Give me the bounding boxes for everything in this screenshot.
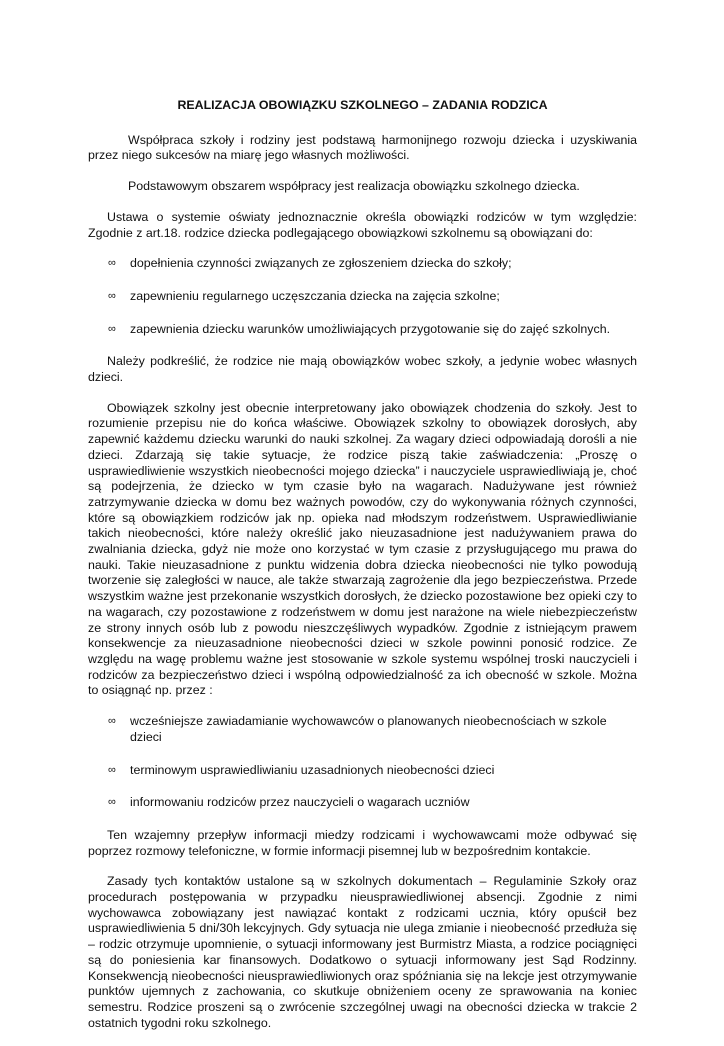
document-page (88, 98, 637, 1046)
list-item-text: informowaniu rodziców przez nauczycieli o wagarach uczniów (130, 795, 470, 810)
list-item-text: zapewnienia dziecku warunków umożliwiających przygotowanie się do zajęć szkolnych. (130, 321, 611, 336)
emphasis-paragraph: Należy podkreślić, że rodzice nie mają obowiązków wobec szkoły, a jedynie wobec własnych dzieci. (88, 354, 637, 385)
infinity-bullet-icon: ∞ (108, 796, 116, 809)
intro-paragraph: Współpraca szkoły i rodziny jest podstawą harmonijnego rozwoju dziecka i uzyskiwania przez niego sukcesów na miarę jego własnych możliwości. (88, 132, 637, 163)
info-exchange-paragraph: Ten wzajemny przepływ informacji miedzy rodzicami i wychowawcami może odbywać się poprzez rozmowy telefoniczne, w formie informacji pisemnej lub w bezpośrednim kontakcie. (88, 827, 637, 858)
measures-list (88, 714, 637, 811)
list-item-text: terminowym usprawiedliwianiu uzasadnionych nieobecności dzieci (130, 762, 495, 777)
main-paragraph: Obowiązek szkolny jest obecnie interpretowany jako obowiązek chodzenia do szkoły. Jest to rozumienie przepisu nie do końca właściwe. Obowiązek szkolny to obowiązek dorosłych, aby zapewnić każdemu dziecku warunki do nauki szkolnej. Za wagary dzieci odpowiadają dorośli a nie dzieci. Zdarzają się takie sytuacje, że rodzice piszą takie zaświadczenia: „Proszę o usprawiedliwienie wszystkich nieobecności mojego dziecka” i nauczyciele usprawiedliwiają je, choć są podejrzenia, że dziecko w tym czasie było na wagarach. Nadużywane jest również zatrzymywanie dziecka w domu bez ważnych powodów, czy do wykonywania różnych czynności, które są obowiązkiem rodziców jak np. opieka nad młodszym rodzeństwem. Usprawiedliwianie takich nieobecności, które należy określić jako nieuzasadnione jest nadużywaniem prawa do zwalniania dziecka, gdyż nie może ono korzystać w tym czasie z przysługującego mu prawa do nauki. Takie nieuzasadnione z punktu widzenia dobra dziecka nieobecności nie tylko powodują tworzenie się zaległości w nauce, ale także stwarzają zagrożenie dla jego bezpieczeństwa. Przede wszystkim ważne jest przekonanie wszystkich dorosłych, że dziecko pozostawione bez opieki czy to na wagarach, czy pozostawione z rodzeństwem w domu jest narażone na wiele niebezpieczeństw ze strony innych osób lub z powodu nieszczęśliwych wypadków. Zgodnie z istniejącym prawem konsekwencje za nieuzasadnione nieobecności dzieci w szkole powinni ponosić rodzice. Ze względu na wagę problemu ważne jest stosowanie w szkole systemu wspólnej troski nauczycieli i rodziców za bezpieczeństwo dzieci i wspólną odpowiedzialność za ich obecność w szkole. Można to osiągnąć np. przez : (88, 400, 637, 698)
list-item (88, 322, 637, 338)
list-item-text: zapewnieniu regularnego uczęszczania dziecka na zajęcia szkolne; (130, 288, 500, 303)
rules-paragraph: Zasady tych kontaktów ustalone są w szkolnych dokumentach – Regulaminie Szkoły oraz procedurach postępowania w przypadku nieusprawiedliwionej absencji. Zgodnie z nimi wychowawca zobowiązany jest nawiązać kontakt z rodzicami ucznia, który opuścił bez usprawiedliwienia 5 dni/30h lekcyjnych. Gdy sytuacja nie ulega zmianie i nieobecność przedłuża się – rodzic otrzymuje upomnienie, o sytuacji informowany jest Burmistrz Miasta, a rodzice pociągnięci są do poniesienia kar finansowych. Dodatkowo o sytuacji informowany jest Sąd Rodzinny. Konsekwencją nieobecności nieusprawiedliwionych oraz spóźniania się na lekcje jest otrzymywanie punktów ujemnych z zachowania, co skutkuje obniżeniem oceny ze sprawowania na koniec semestru. Rodzice proszeni są o zwrócenie szczególnej uwagi na obecności dziecka w trakcie 2 ostatnich tygodni roku szkolnego. (88, 874, 637, 1030)
act-intro-paragraph: Ustawa o systemie oświaty jednoznacznie określa obowiązki rodziców w tym względzie: Zgodnie z art.18. rodzice dziecka podlegającego obowiązkowi szkolnemu są obowiązani do: (88, 209, 637, 240)
infinity-bullet-icon: ∞ (108, 322, 116, 335)
list-item (88, 256, 637, 272)
list-item (88, 289, 637, 305)
infinity-bullet-icon: ∞ (108, 257, 116, 270)
list-item-text: dopełnienia czynności związanych ze zgłoszeniem dziecka do szkoły; (130, 256, 512, 271)
duties-list (88, 256, 637, 337)
list-item (88, 763, 637, 779)
infinity-bullet-icon: ∞ (108, 715, 116, 728)
infinity-bullet-icon: ∞ (108, 289, 116, 302)
page-title: REALIZACJA OBOWIĄZKU SZKOLNEGO – ZADANIA RODZICA (177, 98, 548, 112)
list-item (88, 714, 637, 745)
list-item (88, 795, 637, 811)
infinity-bullet-icon: ∞ (108, 763, 116, 776)
basic-area-paragraph: Podstawowym obszarem współpracy jest realizacja obowiązku szkolnego dziecka. (128, 179, 580, 194)
list-item-text: wcześniejsze zawiadamianie wychowawców o planowanych nieobecnościach w szkole dzieci (130, 714, 607, 744)
